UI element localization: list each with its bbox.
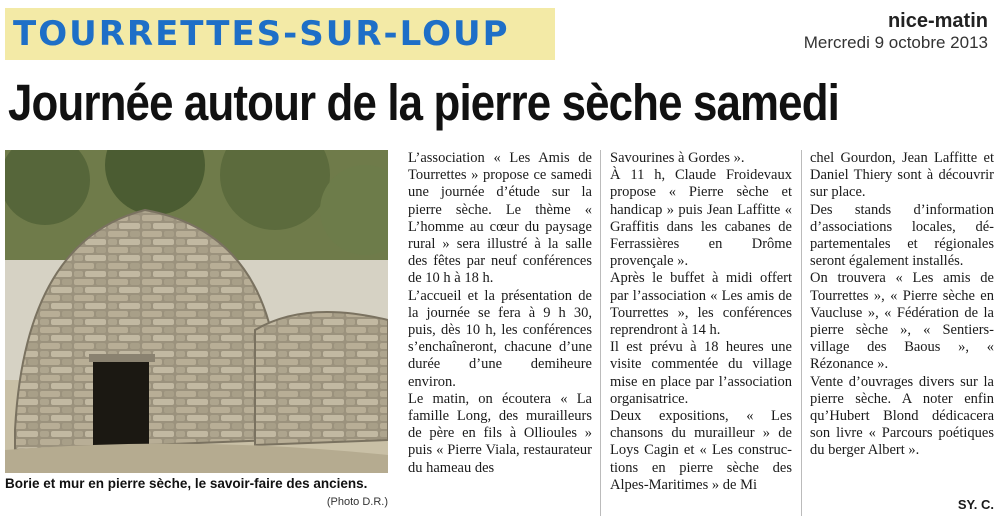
photo-credit: (Photo D.R.) xyxy=(326,496,388,508)
masthead xyxy=(804,10,988,54)
paragraph: On trouvera « Les amis de Tourrettes », « Pierre sèche en Vaucluse », « Fédération de la pierre sèche », « Sentiers-village des Baous », « Rézonance ». xyxy=(810,270,994,373)
paragraph: Deux expositions, « Les chansons du murailleur » de Loys Cagin et « Les constructions en pierre sèche des Alpes-Maritimes » de Mi xyxy=(610,408,792,493)
column-divider xyxy=(600,150,601,516)
newspaper-name: nice-matin xyxy=(887,10,988,32)
article-column-3 xyxy=(810,150,994,522)
author-signature: SY. C. xyxy=(957,497,994,512)
paragraph: Il est prévu à 18 heures une visite commentée du village mise en place par l’association organisatrice. xyxy=(610,339,792,407)
column-divider xyxy=(801,150,802,516)
paragraph: L’accueil et la présentation de la journée se fera à 9 h 30, puis, dès 10 h, les conférences s’enchaîneront, chacune d’une durée d’une demiheure environ. xyxy=(408,287,592,390)
publication-date: Mercredi 9 octobre 2013 xyxy=(803,33,988,52)
paragraph: L’association « Les Amis de Tourrettes » propose ce samedi une journée d’étude sur la pierre sèche. Le thème « L’homme au cœur du paysage rural » sera illustré à la salle des fêtes par neuf conférences de 10 h à 18 h. xyxy=(408,150,592,287)
paragraph: Des stands d’information d’associations locales, départementales et régionales seront également installés. xyxy=(810,201,994,270)
article-column-1 xyxy=(408,150,592,522)
paragraph: Le matin, on écoutera « La famille Long, des murailleurs de père en fils à Ollioules » puis « Pierre Viala, restaurateur du hameau des xyxy=(408,390,592,476)
paragraph: chel Gourdon, Jean Laffitte et Daniel Thiery sont à découvrir sur place. xyxy=(810,150,994,201)
article-column-2 xyxy=(610,150,792,522)
article-title: Journée autour de la pierre sèche samedi xyxy=(8,74,839,131)
stone-hut-illustration xyxy=(5,150,388,473)
paragraph: Vente d’ouvrages divers sur la pierre sèche. A noter enfin qu’Hubert Blond dédicacera son livre « Parcours poétiques du berger Albert ». xyxy=(810,373,994,459)
paragraph: Après le buffet à midi offert par l’association « Les amis de Tourrettes », les conférences reprendront à 14 h. xyxy=(610,270,792,339)
kicker-location: TOURRETTES-SUR-LOUP xyxy=(13,14,510,54)
paragraph: Savourines à Gordes ». xyxy=(610,150,745,166)
kicker-box xyxy=(5,8,555,60)
paragraph: À 11 h, Claude Froidevaux propose « Pierre sèche et handicap » puis Jean Laffitte « Graffitis dans les cabanes de Ferrassières en Drôme provençale ». xyxy=(610,167,792,270)
photo-caption: Borie et mur en pierre sèche, le savoir-faire des anciens. xyxy=(5,476,368,491)
article-photo xyxy=(5,150,388,473)
